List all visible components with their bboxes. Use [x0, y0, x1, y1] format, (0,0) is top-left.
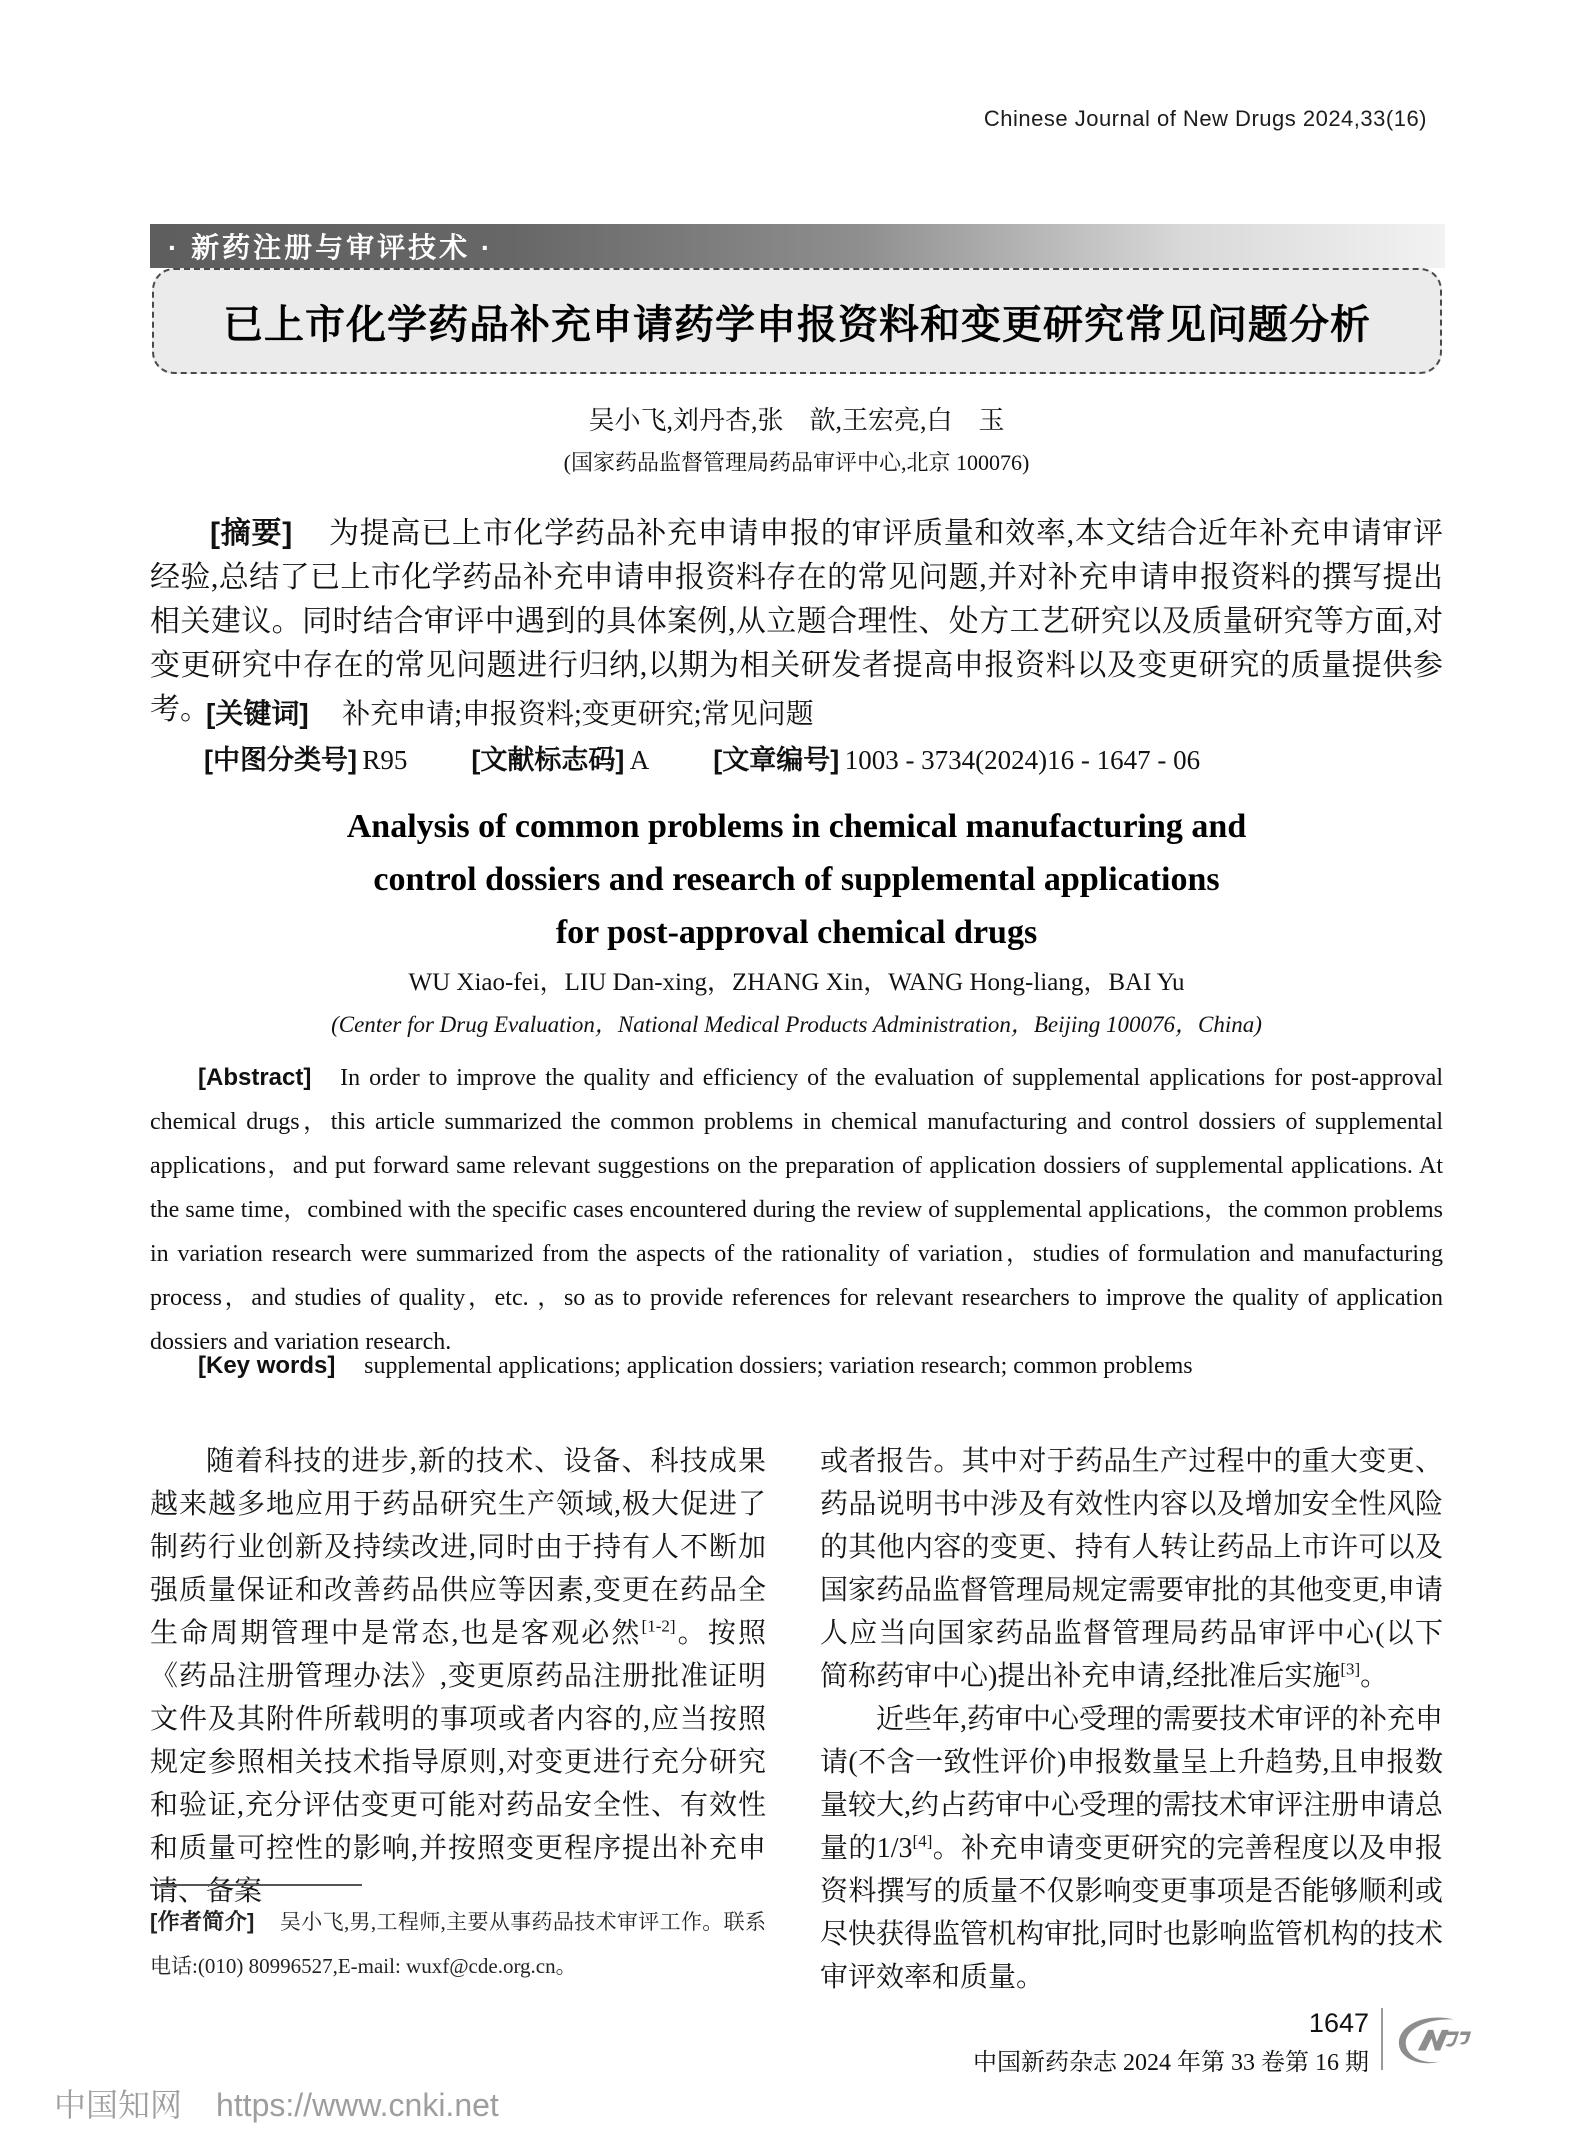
article-no-label: [文章编号]	[713, 745, 840, 775]
article-title-box	[152, 268, 1442, 374]
abstract-en	[150, 1056, 1443, 1364]
clc-label: [中图分类号]	[204, 745, 357, 775]
body-column-right	[820, 1440, 1443, 2020]
doc-code-label: [文献标志码]	[471, 745, 625, 775]
abstract-en-text: In order to improve the quality and efficiency of the evaluation of supplemental applications for post-approval chemical drugs，this article summarized the common problems in chemical manufacturing and control dossiers of supplemental applications，and put forward same relevant suggestions on the preparation of application dossiers of supplemental applications. At the same time，combined with the specific cases encountered during the review of supplemental applications，the common problems in variation research were summarized from the aspects of the rationality of variation，studies of formulation and manufacturing process，and studies of quality，etc. ，so as to provide references for relevant researchers to improve the quality of application dossiers and variation research.	[150, 1065, 1443, 1355]
affiliation-en: (Center for Drug Evaluation，National Medical Products Administration，Beijing 100076，China)	[331, 1012, 1262, 1037]
reference-sup-3: [3]	[1340, 1659, 1361, 1679]
clc-value: R95	[362, 745, 408, 775]
section-badge	[150, 224, 1445, 268]
title-en-line2: control dossiers and research of supplemental applications	[373, 861, 1220, 898]
article-no-value: 1003 - 3734(2024)16 - 1647 - 06	[844, 745, 1201, 775]
journal-logo-icon	[1392, 2012, 1478, 2070]
keywords-cn-label: [关键词]	[206, 698, 309, 729]
abstract-en-label: [Abstract]	[198, 1064, 312, 1091]
article-title-en	[150, 800, 1443, 959]
body-paragraph-1-continued	[820, 1440, 1443, 1698]
keywords-en-label: [Key words]	[198, 1352, 336, 1379]
body-text: 。按照《药品注册管理办法》,变更原药品注册批准证明文件及其附件所载明的事项或者内容的,应当按照规定参照相关技术指导原则,对变更进行充分研究和验证,充分评估变更可能对药品安全性、有效性和质量可控性的影响,并按照变更程序提出补充申请、备案	[150, 1618, 766, 1907]
abstract-cn-label: [摘要]	[210, 517, 293, 550]
body-column-left	[150, 1440, 766, 2020]
footnote-block	[150, 1884, 766, 1988]
keywords-en-text: supplemental applications; application dossiers; variation research; common problems	[364, 1353, 1193, 1379]
affiliation-cn: (国家药品监督管理局药品审评中心,北京 100076)	[563, 450, 1030, 475]
keywords-en	[150, 1352, 1443, 1380]
footer-divider	[1381, 2008, 1383, 2070]
body-text: 。补充申请变更研究的完善程度以及申报资料撰写的质量不仅影响变更事项是否能够顺利或尽快获得监管机构审批,同时也影响监管机构的技术审评效率和质量。	[820, 1833, 1444, 1993]
title-en-line3: for post-approval chemical drugs	[555, 914, 1038, 951]
doc-code-group	[471, 745, 649, 775]
abstract-cn-text: 为提高已上市化学药品补充申请申报的审评质量和效率,本文结合近年补充申请审评经验,总结了已上市化学药品补充申请申报资料存在的常见问题,并对补充申请申报资料的撰写提出相关建议。同时结合审评中遇到的具体案例,从立题合理性、处方工艺研究以及质量研究等方面,对变更研究中存在的常见问题进行归纳,以期为相关研发者提高申报资料以及变更研究的质量提供参考。	[150, 517, 1444, 726]
title-en-line1: Analysis of common problems in chemical manufacturing and	[346, 808, 1247, 845]
author-bio-footnote	[150, 1900, 766, 1988]
page-number: 1647	[1308, 2008, 1369, 2038]
author-bio-text: 吴小飞,男,工程师,主要从事药品技术审评工作。联系电话:(010) 80996527,E-mail: wuxf@cde.org.cn。	[150, 1910, 766, 1978]
body-paragraph-2	[820, 1698, 1443, 1999]
body-text: 近些年,药审中心受理的需要技术审评的补充申请(不含一致性评价)申报数量呈上升趋势,且申报数量较大,约占药审中心受理的需技术审评注册申请总量的1/3	[820, 1704, 1444, 1864]
doc-code-value: A	[629, 745, 650, 775]
article-title-cn: 已上市化学药品补充申请药学申报资料和变更研究常见问题分析	[223, 302, 1371, 347]
body-paragraph-1	[150, 1440, 766, 1913]
keywords-cn-text: 补充申请;申报资料;变更研究;常见问题	[342, 699, 814, 730]
body-text: 。	[1360, 1661, 1389, 1692]
body-text: 随着科技的进步,新的技术、设备、科技成果越来越多地应用于药品研究生产领域,极大促进了制药行业创新及持续改进,同时由于持有人不断加强质量保证和改善药品供应等因素,变更在药品全生命周期管理中是常态,也是客观必然	[150, 1446, 766, 1649]
footnote-rule	[150, 1884, 362, 1886]
author-bio-label: [作者简介]	[150, 1909, 255, 1934]
reference-sup-4: [4]	[912, 1831, 933, 1851]
journal-footer-line: 中国新药杂志 2024 年第 33 卷第 16 期	[973, 2050, 1369, 2076]
journal-header: Chinese Journal of New Drugs 2024,33(16)	[983, 106, 1427, 131]
cnki-watermark-bar	[54, 2080, 499, 2126]
body-text: 或者报告。其中对于药品生产过程中的重大变更、药品说明书中涉及有效性内容以及增加安全性风险的其他内容的变更、持有人转让药品上市许可以及国家药品监督管理局规定需要审批的其他变更,申请人应当向国家药品监督管理局药品审评中心(以下简称药审中心)提出补充申请,经批准后实施	[820, 1446, 1444, 1692]
reference-sup-1-2: [1-2]	[641, 1616, 676, 1636]
clc-group	[204, 745, 407, 775]
classification-line	[150, 738, 1443, 777]
body-columns	[150, 1440, 1443, 2020]
authors-en: WU Xiao-fei，LIU Dan-xing，ZHANG Xin，WANG Hong-liang，BAI Yu	[408, 969, 1185, 996]
article-no-group	[713, 745, 1200, 775]
section-badge-label: · 新药注册与审评技术 ·	[168, 232, 494, 263]
cnki-site-name: 中国知网	[54, 2087, 183, 2123]
keywords-cn	[150, 692, 1443, 732]
authors-cn: 吴小飞,刘丹杏,张 歆,王宏亮,白 玉	[588, 406, 1005, 435]
cnki-url-link[interactable]: https://www.cnki.net	[216, 2087, 499, 2123]
